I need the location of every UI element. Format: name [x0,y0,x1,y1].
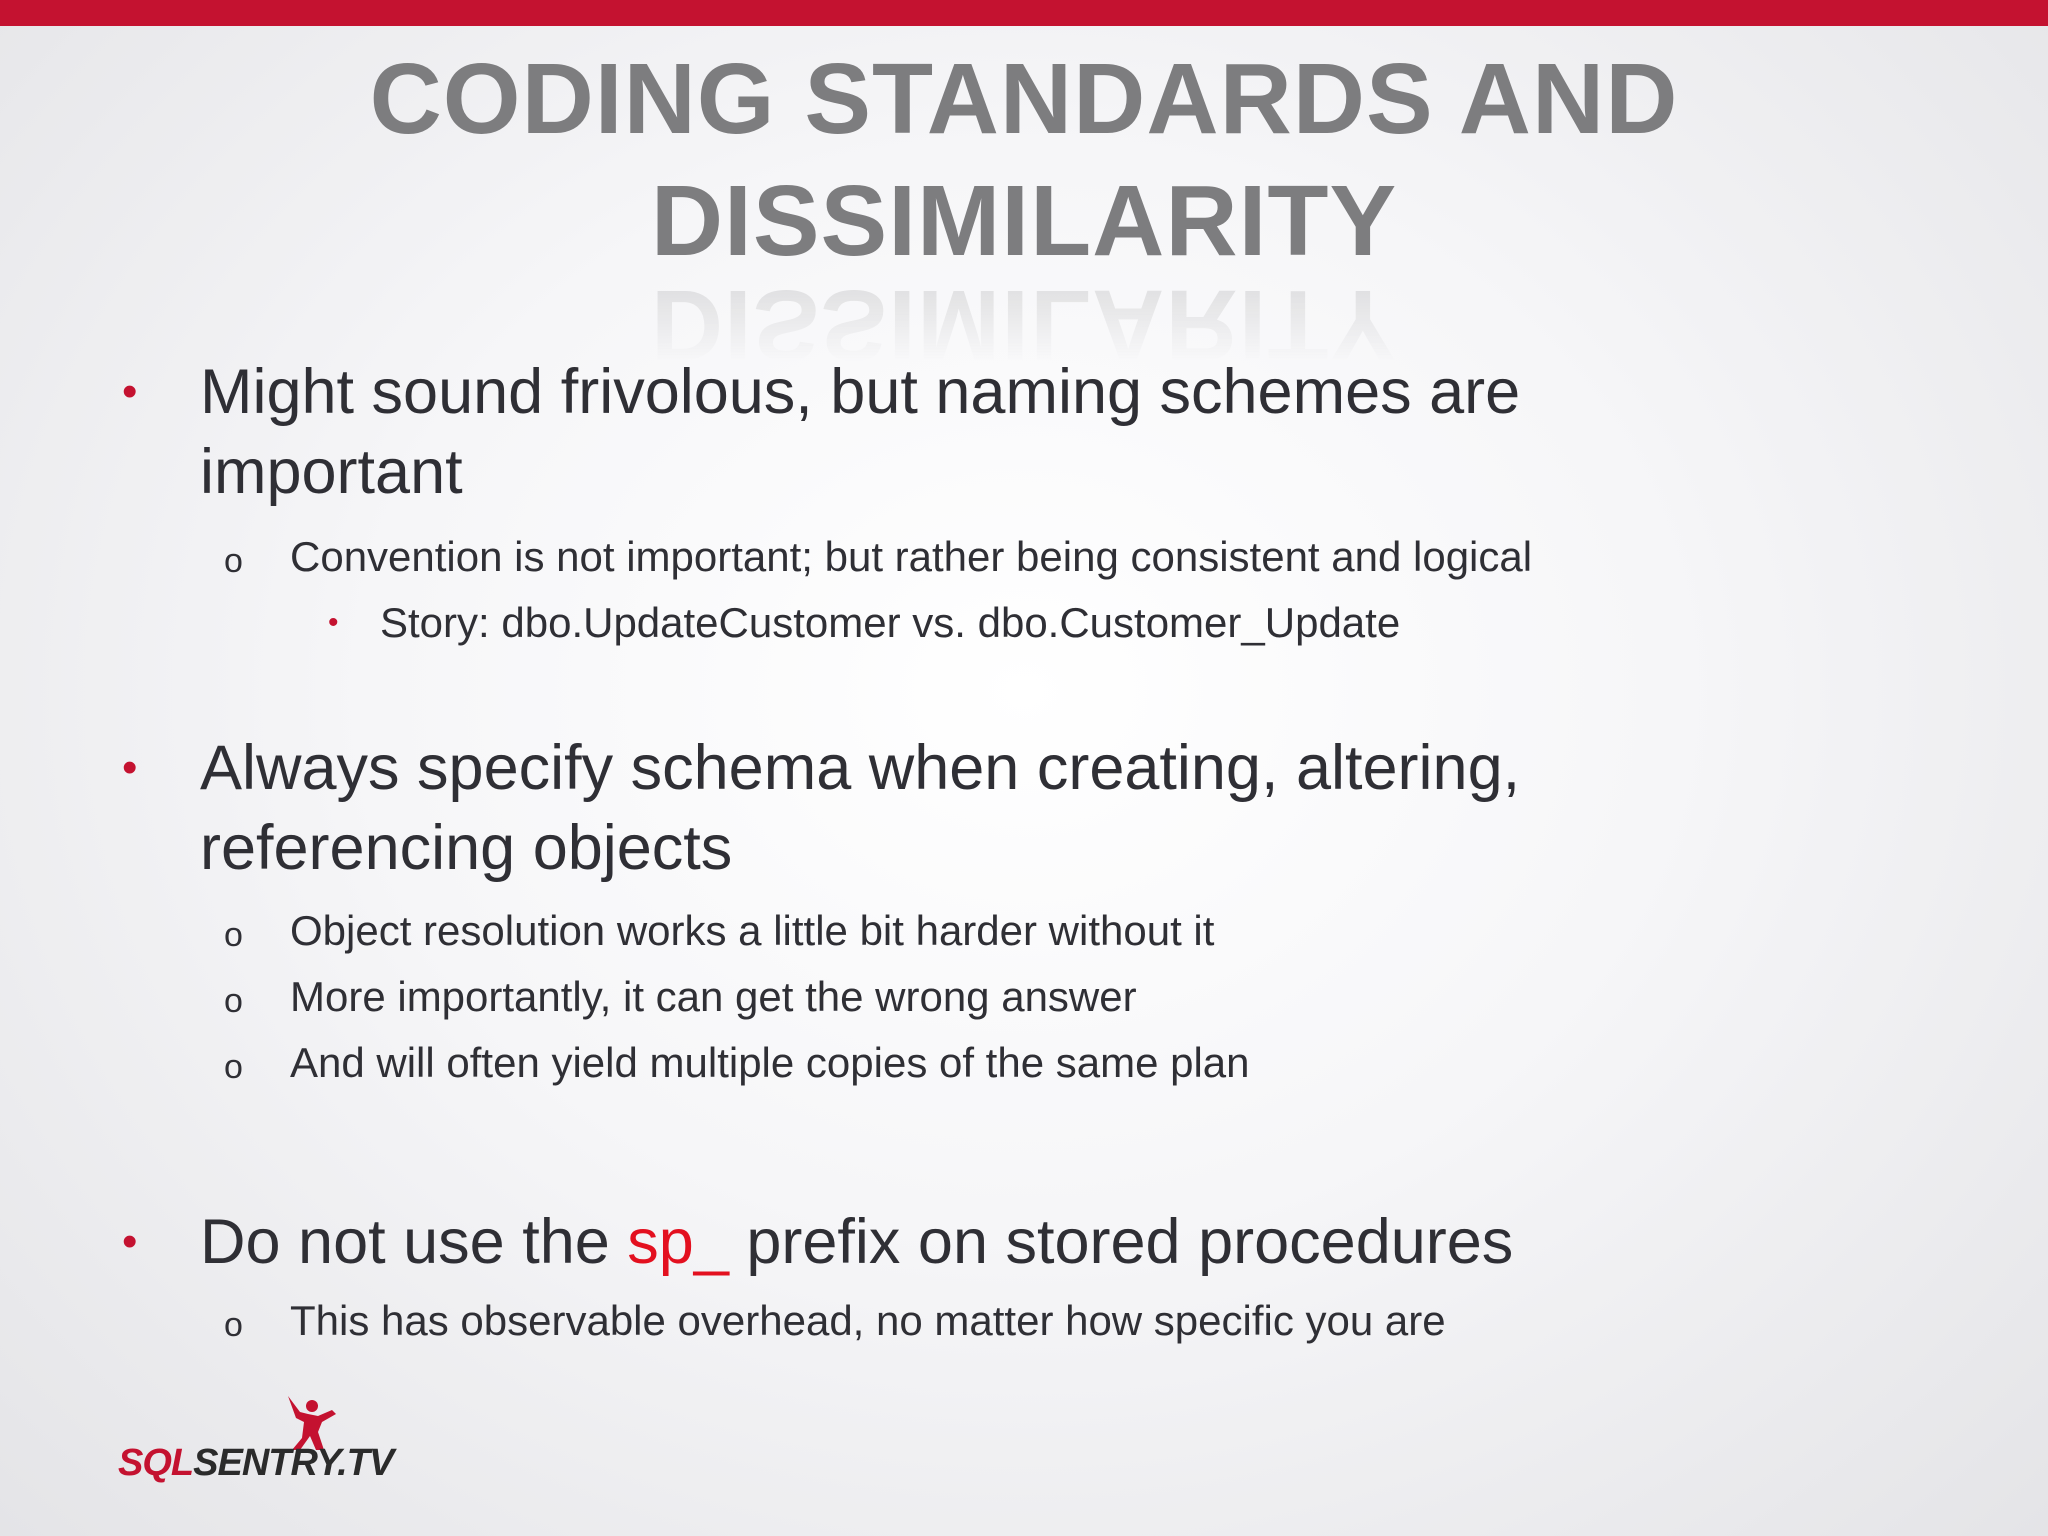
bullet-text-line-2: important [200,437,463,507]
bullet-level1 [0,352,1700,512]
sub-bullet-text: Convention is not important; but rather being consistent and logical [290,533,1533,580]
bullet-text-after: prefix on stored procedures [728,1207,1514,1277]
sub-bullet [0,1288,2048,1354]
bullet-text-line-2: referencing objects [200,813,733,883]
sub-bullet [0,964,2048,1030]
logo-sentry-text: SENTRY [193,1442,338,1484]
sub-bullet [0,1030,2048,1096]
sub-sub-bullet [0,590,2048,656]
sub-bullet-text: More importantly, it can get the wrong answer [290,973,1137,1020]
bullet-dot-icon: • [122,1217,138,1266]
logo-tv-text: .TV [337,1442,394,1484]
bullet-specify-schema [0,728,2048,1096]
hollow-circle-bullet-icon: o [224,542,243,580]
sub-bullet [0,524,2048,590]
sub-bullet-text: This has observable overhead, no matter how specific you are [290,1297,1446,1344]
slide-title-line-2: DISSIMILARITY [650,165,1398,277]
bullet-level1 [0,1202,1700,1282]
bullet-text-line-1: Might sound frivolous, but naming schemes are [200,357,1521,427]
logo-sql-text: SQL [118,1442,194,1484]
sp-prefix-highlight: sp_ [627,1207,729,1277]
sub-sub-bullet-text: Story: dbo.UpdateCustomer vs. dbo.Customer_Update [380,599,1401,646]
bullet-level1 [0,728,1700,888]
sub-bullet-text: And will often yield multiple copies of the same plan [290,1039,1250,1086]
hollow-circle-bullet-icon: o [224,982,243,1020]
slide-title [0,38,2048,282]
bullet-naming-schemes [0,352,2048,656]
sub-bullet [0,898,2048,964]
bullet-sp-prefix [0,1202,2048,1354]
hollow-circle-bullet-icon: o [224,1048,243,1086]
sub-bullet-text: Object resolution works a little bit harder without it [290,907,1215,954]
top-accent-bar [0,0,2048,26]
logo-wordmark [118,1442,393,1485]
bullet-dot-icon: • [122,743,138,792]
bullet-text-before: Do not use the [200,1207,628,1277]
bullet-dot-icon: • [328,606,339,639]
hollow-circle-bullet-icon: o [224,1306,243,1344]
bullet-text-line-1: Always specify schema when creating, altering, [200,733,1521,803]
bullet-dot-icon: • [122,367,138,416]
sqlsentry-tv-logo [118,1392,418,1502]
slide-title-line-1: CODING STANDARDS AND [369,43,1679,155]
hollow-circle-bullet-icon: o [224,916,243,954]
